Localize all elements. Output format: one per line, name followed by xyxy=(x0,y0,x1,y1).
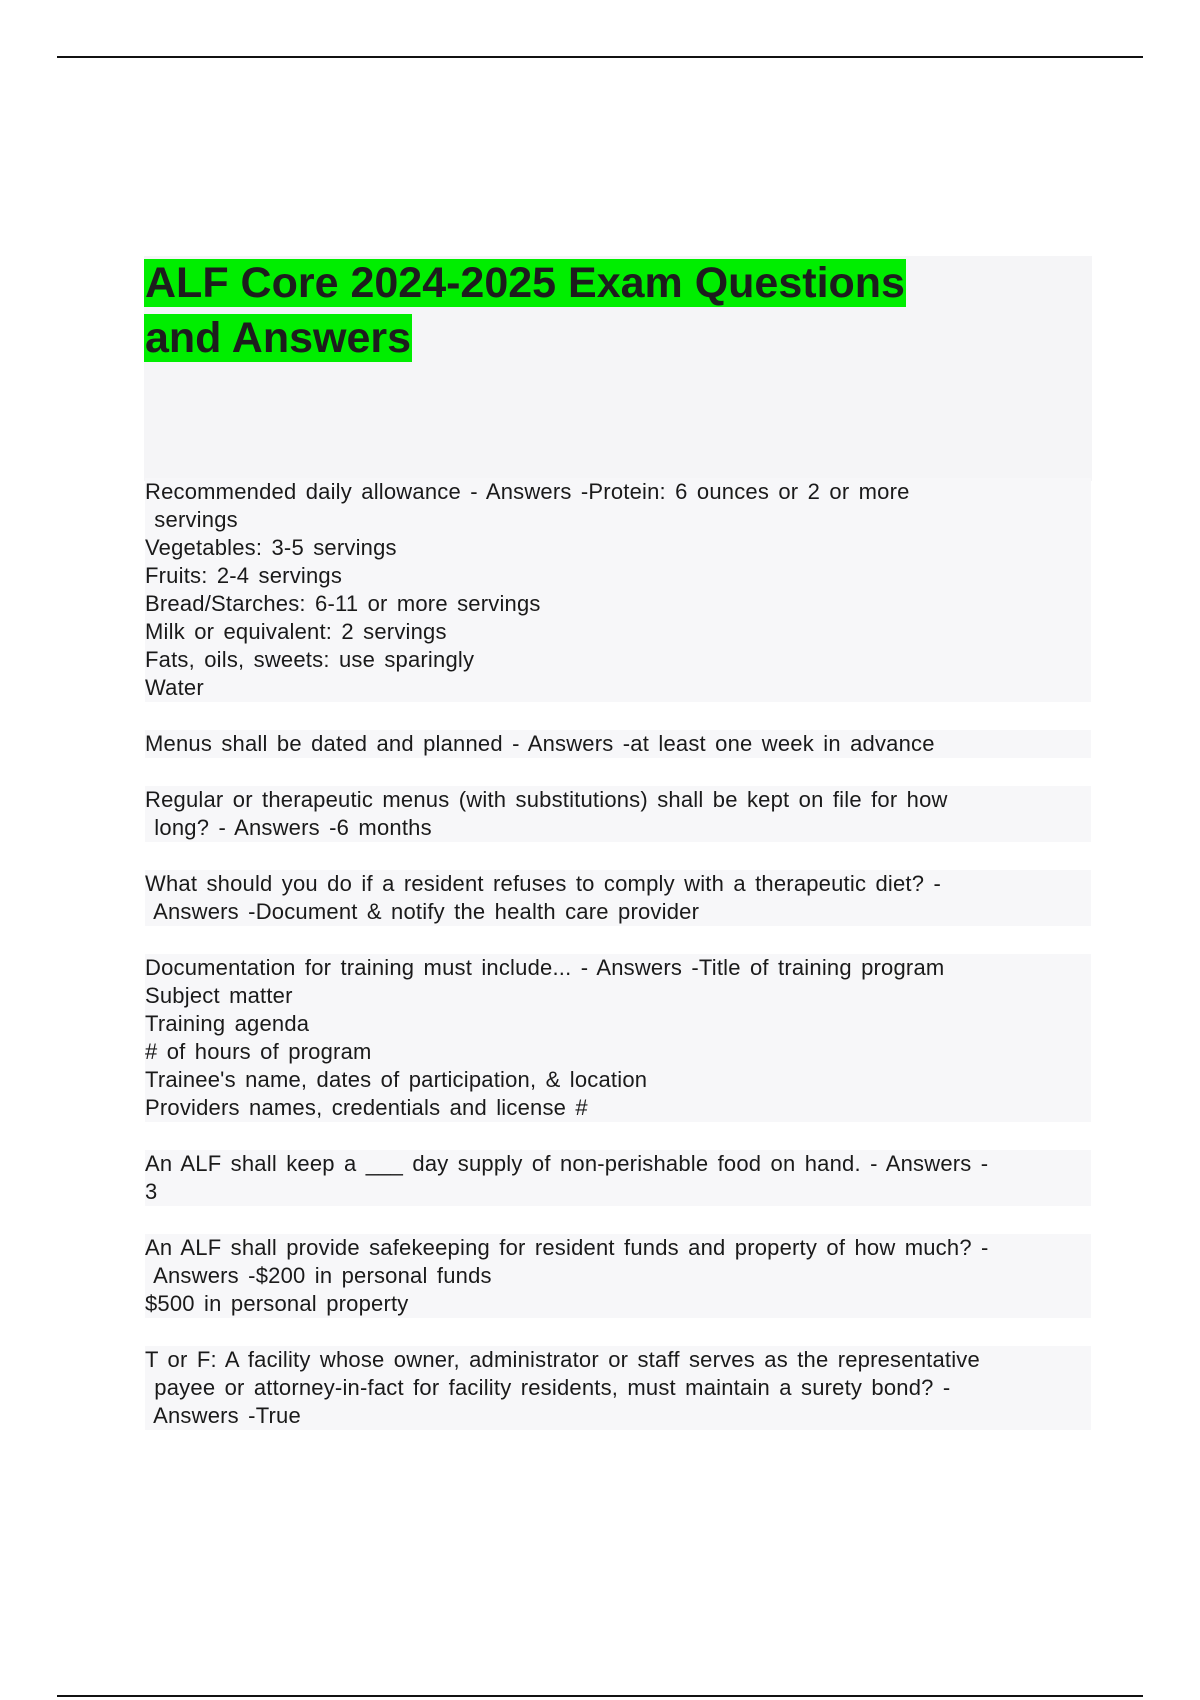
qa-line: Regular or therapeutic menus (with substitutions) shall be kept on file for how xyxy=(145,787,948,812)
qa-item xyxy=(145,1150,1091,1206)
qa-line: An ALF shall provide safekeeping for resident funds and property of how much? - xyxy=(145,1235,989,1260)
qa-line: Vegetables: 3-5 servings xyxy=(145,535,397,560)
title-block xyxy=(144,256,1092,481)
qa-line: long? - Answers -6 months xyxy=(145,815,432,840)
qa-line: Fats, oils, sweets: use sparingly xyxy=(145,647,475,672)
qa-line: An ALF shall keep a ___ day supply of non-perishable food on hand. - Answers - xyxy=(145,1151,989,1176)
qa-line: # of hours of program xyxy=(145,1039,372,1064)
title-line-1: ALF Core 2024-2025 Exam Questions xyxy=(145,259,905,307)
qa-line: T or F: A facility whose owner, administrator or staff serves as the representative xyxy=(145,1347,980,1372)
qa-line: servings xyxy=(145,507,238,532)
qa-list xyxy=(145,478,1091,1458)
qa-line: What should you do if a resident refuses to comply with a therapeutic diet? - xyxy=(145,871,942,896)
qa-line: Recommended daily allowance - Answers -Protein: 6 ounces or 2 or more xyxy=(145,479,910,504)
qa-line: Fruits: 2-4 servings xyxy=(145,563,343,588)
qa-item xyxy=(145,478,1091,702)
qa-line: Providers names, credentials and license # xyxy=(145,1095,588,1120)
qa-line: Menus shall be dated and planned - Answers -at least one week in advance xyxy=(145,731,935,756)
qa-line: $500 in personal property xyxy=(145,1291,409,1316)
qa-item xyxy=(145,1346,1091,1430)
qa-item xyxy=(145,786,1091,842)
qa-line: Trainee's name, dates of participation, & location xyxy=(145,1067,648,1092)
qa-line: Milk or equivalent: 2 servings xyxy=(145,619,447,644)
qa-line: Water xyxy=(145,675,204,700)
title-line-2: and Answers xyxy=(145,314,412,362)
qa-line: Training agenda xyxy=(145,1011,310,1036)
qa-line: Bread/Starches: 6-11 or more servings xyxy=(145,591,541,616)
bottom-rule xyxy=(57,1695,1143,1697)
qa-line: Subject matter xyxy=(145,983,293,1008)
qa-line: Answers -$200 in personal funds xyxy=(145,1263,492,1288)
qa-item xyxy=(145,954,1091,1122)
qa-line: Documentation for training must include... - Answers -Title of training program xyxy=(145,955,945,980)
qa-item xyxy=(145,870,1091,926)
qa-line: Answers -Document & notify the health care provider xyxy=(145,899,700,924)
document-title xyxy=(144,256,1092,366)
qa-item xyxy=(145,730,1091,758)
top-rule xyxy=(57,56,1143,58)
qa-line: Answers -True xyxy=(145,1403,301,1428)
qa-line: payee or attorney-in-fact for facility residents, must maintain a surety bond? - xyxy=(145,1375,951,1400)
qa-item xyxy=(145,1234,1091,1318)
qa-line: 3 xyxy=(145,1179,158,1204)
